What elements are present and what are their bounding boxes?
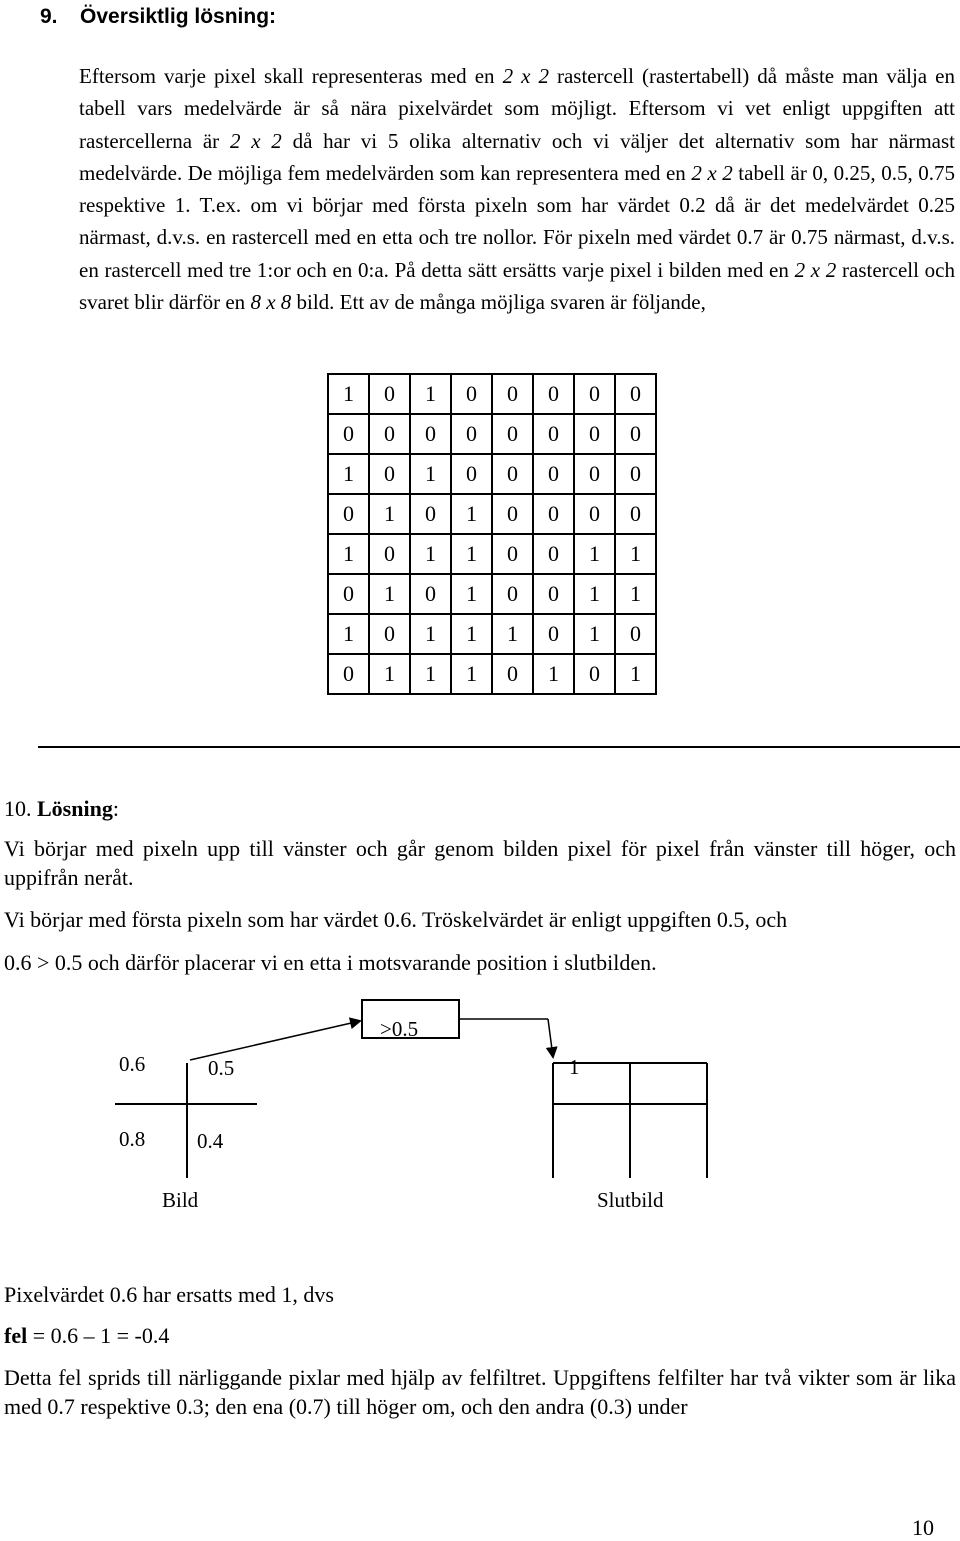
slutbild-cell-value: 1 xyxy=(569,1055,580,1079)
table-cell: 1 xyxy=(492,614,533,654)
table-row xyxy=(328,494,656,534)
table-cell: 1 xyxy=(410,614,451,654)
table-cell: 0 xyxy=(615,614,656,654)
table-cell: 0 xyxy=(615,374,656,414)
table-row xyxy=(328,574,656,614)
table-cell: 0 xyxy=(615,494,656,534)
intro-paragraph xyxy=(79,60,955,318)
section-10-number: 10. xyxy=(4,796,32,821)
table-cell: 0 xyxy=(492,534,533,574)
table-cell: 0 xyxy=(574,374,615,414)
table-cell: 1 xyxy=(451,574,492,614)
table-cell: 0 xyxy=(492,454,533,494)
intro-text-5: rastercell och svaret blir därför en xyxy=(79,257,955,315)
bild-cell-bottom-left: 0.8 xyxy=(119,1127,146,1151)
table-cell: 0 xyxy=(451,414,492,454)
table-cell: 0 xyxy=(615,454,656,494)
table-cell: 0 xyxy=(328,654,369,694)
table-cell: 0 xyxy=(410,414,451,454)
table-cell: 1 xyxy=(615,654,656,694)
table-cell: 1 xyxy=(451,654,492,694)
slutbild-label: Slutbild xyxy=(597,1188,664,1212)
table-cell: 0 xyxy=(328,574,369,614)
intro-text-2: rastercell (rastertabell) då måste man välja en tabell vars medelvärde är så nära pixelvärdet som möjligt. Eftersom vi vet enligt uppgiften att rastercellerna är xyxy=(79,64,955,153)
intro-emph-4: 2 x 2 xyxy=(794,257,837,282)
intro-emph-2: 2 x 2 xyxy=(229,128,282,153)
section-10-paragraph-3: 0.6 > 0.5 och därför placerar vi en etta i motsvarande position i slutbilden. xyxy=(4,950,657,975)
intro-emph-1: 2 x 2 xyxy=(502,64,549,88)
table-cell: 1 xyxy=(410,534,451,574)
slutbild-grid xyxy=(553,1063,707,1178)
table-cell: 1 xyxy=(369,574,410,614)
table-cell: 0 xyxy=(410,494,451,534)
section-10-paragraph-5: Detta fel sprids till närliggande pixlar med hjälp av felfiltret. Uppgiftens felfilter har två vikter som är lika med 0.7 respektive 0.3; den ena (0.7) till höger om, och den andra (0.3) under xyxy=(4,1365,956,1419)
table-cell: 0 xyxy=(533,374,574,414)
table-cell: 1 xyxy=(328,614,369,654)
section-10-paragraph-4: Pixelvärdet 0.6 har ersatts med 1, dvs xyxy=(4,1282,334,1307)
table-cell: 0 xyxy=(615,414,656,454)
intro-text-6: bild. Ett av de många möjliga svaren är följande, xyxy=(291,290,706,315)
table-cell: 1 xyxy=(328,454,369,494)
table-cell: 1 xyxy=(410,374,451,414)
section-10-title: Lösning xyxy=(37,796,113,821)
table-cell: 1 xyxy=(369,654,410,694)
table-cell: 1 xyxy=(410,654,451,694)
intro-text-1: Eftersom varje pixel skall representeras med en xyxy=(79,64,503,88)
table-cell: 1 xyxy=(328,374,369,414)
intro-text-3: då har vi 5 olika alternativ och vi väljer det alternativ som har närmast medelvärde. De möjliga fem medelvärden som kan representera med en xyxy=(79,128,955,185)
table-cell: 0 xyxy=(328,414,369,454)
table-cell: 1 xyxy=(451,614,492,654)
halftone-table-body xyxy=(328,374,656,694)
intro-emph-3: 2 x 2 xyxy=(691,160,733,185)
table-cell: 0 xyxy=(492,414,533,454)
table-cell: 1 xyxy=(451,494,492,534)
table-cell: 0 xyxy=(533,454,574,494)
table-row xyxy=(328,374,656,414)
page-number: 10 xyxy=(912,1515,934,1540)
section-divider xyxy=(38,746,960,748)
bild-cell-top-left: 0.6 xyxy=(119,1052,146,1076)
table-cell: 0 xyxy=(451,374,492,414)
table-cell: 0 xyxy=(492,494,533,534)
error-formula xyxy=(4,1321,956,1350)
table-cell: 0 xyxy=(369,454,410,494)
table-cell: 1 xyxy=(410,454,451,494)
section-10-colon: : xyxy=(112,796,119,821)
table-cell: 1 xyxy=(574,534,615,574)
section-9-title: Översiktlig lösning: xyxy=(80,5,277,28)
table-row xyxy=(328,454,656,494)
table-cell: 1 xyxy=(328,534,369,574)
table-cell: 0 xyxy=(369,534,410,574)
threshold-label: >0.5 xyxy=(380,1017,419,1041)
table-cell: 0 xyxy=(533,414,574,454)
table-cell: 0 xyxy=(328,494,369,534)
table-cell: 0 xyxy=(574,654,615,694)
table-cell: 1 xyxy=(533,654,574,694)
table-cell: 0 xyxy=(574,494,615,534)
intro-text-4: tabell är 0, 0.25, 0.5, 0.75 respektive 1. T.ex. om vi börjar med första pixeln som har värdet 0.2 då är det medelvärdet 0.25 närmast, d.v.s. en rastercell med en etta och tre nollor. För pixeln med värdet 0.7 är 0.75 närmast, d.v.s. en rastercell med tre 1:or och en 0:a. På detta sätt ersätts varje pixel i bilden med en xyxy=(79,160,956,282)
bild-cell-top-right: 0.5 xyxy=(208,1056,235,1080)
table-cell: 0 xyxy=(369,614,410,654)
arrow-to-slutbild xyxy=(548,1019,553,1057)
table-row xyxy=(328,414,656,454)
table-cell: 1 xyxy=(615,534,656,574)
section-9-heading xyxy=(40,4,276,30)
error-label: fel xyxy=(4,1323,28,1348)
bild-cell-bottom-right: 0.4 xyxy=(197,1129,224,1153)
section-10-heading xyxy=(4,794,119,824)
table-cell: 1 xyxy=(451,534,492,574)
table-cell: 0 xyxy=(533,534,574,574)
error-expression: = 0.6 – 1 = -0.4 xyxy=(27,1323,170,1348)
table-cell: 0 xyxy=(410,574,451,614)
table-row xyxy=(328,534,656,574)
table-cell: 1 xyxy=(574,614,615,654)
section-10-paragraph-2: Vi börjar med första pixeln som har värdet 0.6. Tröskelvärdet är enligt uppgiften 0.5, och xyxy=(4,907,788,932)
section-10-paragraph-1: Vi börjar med pixeln upp till vänster och går genom bilden pixel för pixel från vänster till höger, och uppifrån neråt. xyxy=(4,836,956,890)
table-cell: 0 xyxy=(533,494,574,534)
table-cell: 0 xyxy=(533,574,574,614)
table-cell: 0 xyxy=(492,374,533,414)
table-cell: 1 xyxy=(574,574,615,614)
table-cell: 0 xyxy=(369,414,410,454)
intro-emph-5: 8 x 8 xyxy=(250,290,292,315)
table-cell: 0 xyxy=(492,654,533,694)
table-row xyxy=(328,614,656,654)
table-cell: 0 xyxy=(574,414,615,454)
table-cell: 0 xyxy=(451,454,492,494)
section-9-number: 9. xyxy=(40,5,58,28)
table-cell: 1 xyxy=(369,494,410,534)
table-cell: 0 xyxy=(369,374,410,414)
bild-grid xyxy=(115,1063,257,1178)
table-cell: 0 xyxy=(492,574,533,614)
bild-label: Bild xyxy=(162,1188,199,1212)
table-cell: 1 xyxy=(615,574,656,614)
table-cell: 0 xyxy=(533,614,574,654)
threshold-diagram xyxy=(0,995,960,1225)
halftone-result-table xyxy=(327,373,657,695)
table-cell: 0 xyxy=(574,454,615,494)
table-row xyxy=(328,654,656,694)
